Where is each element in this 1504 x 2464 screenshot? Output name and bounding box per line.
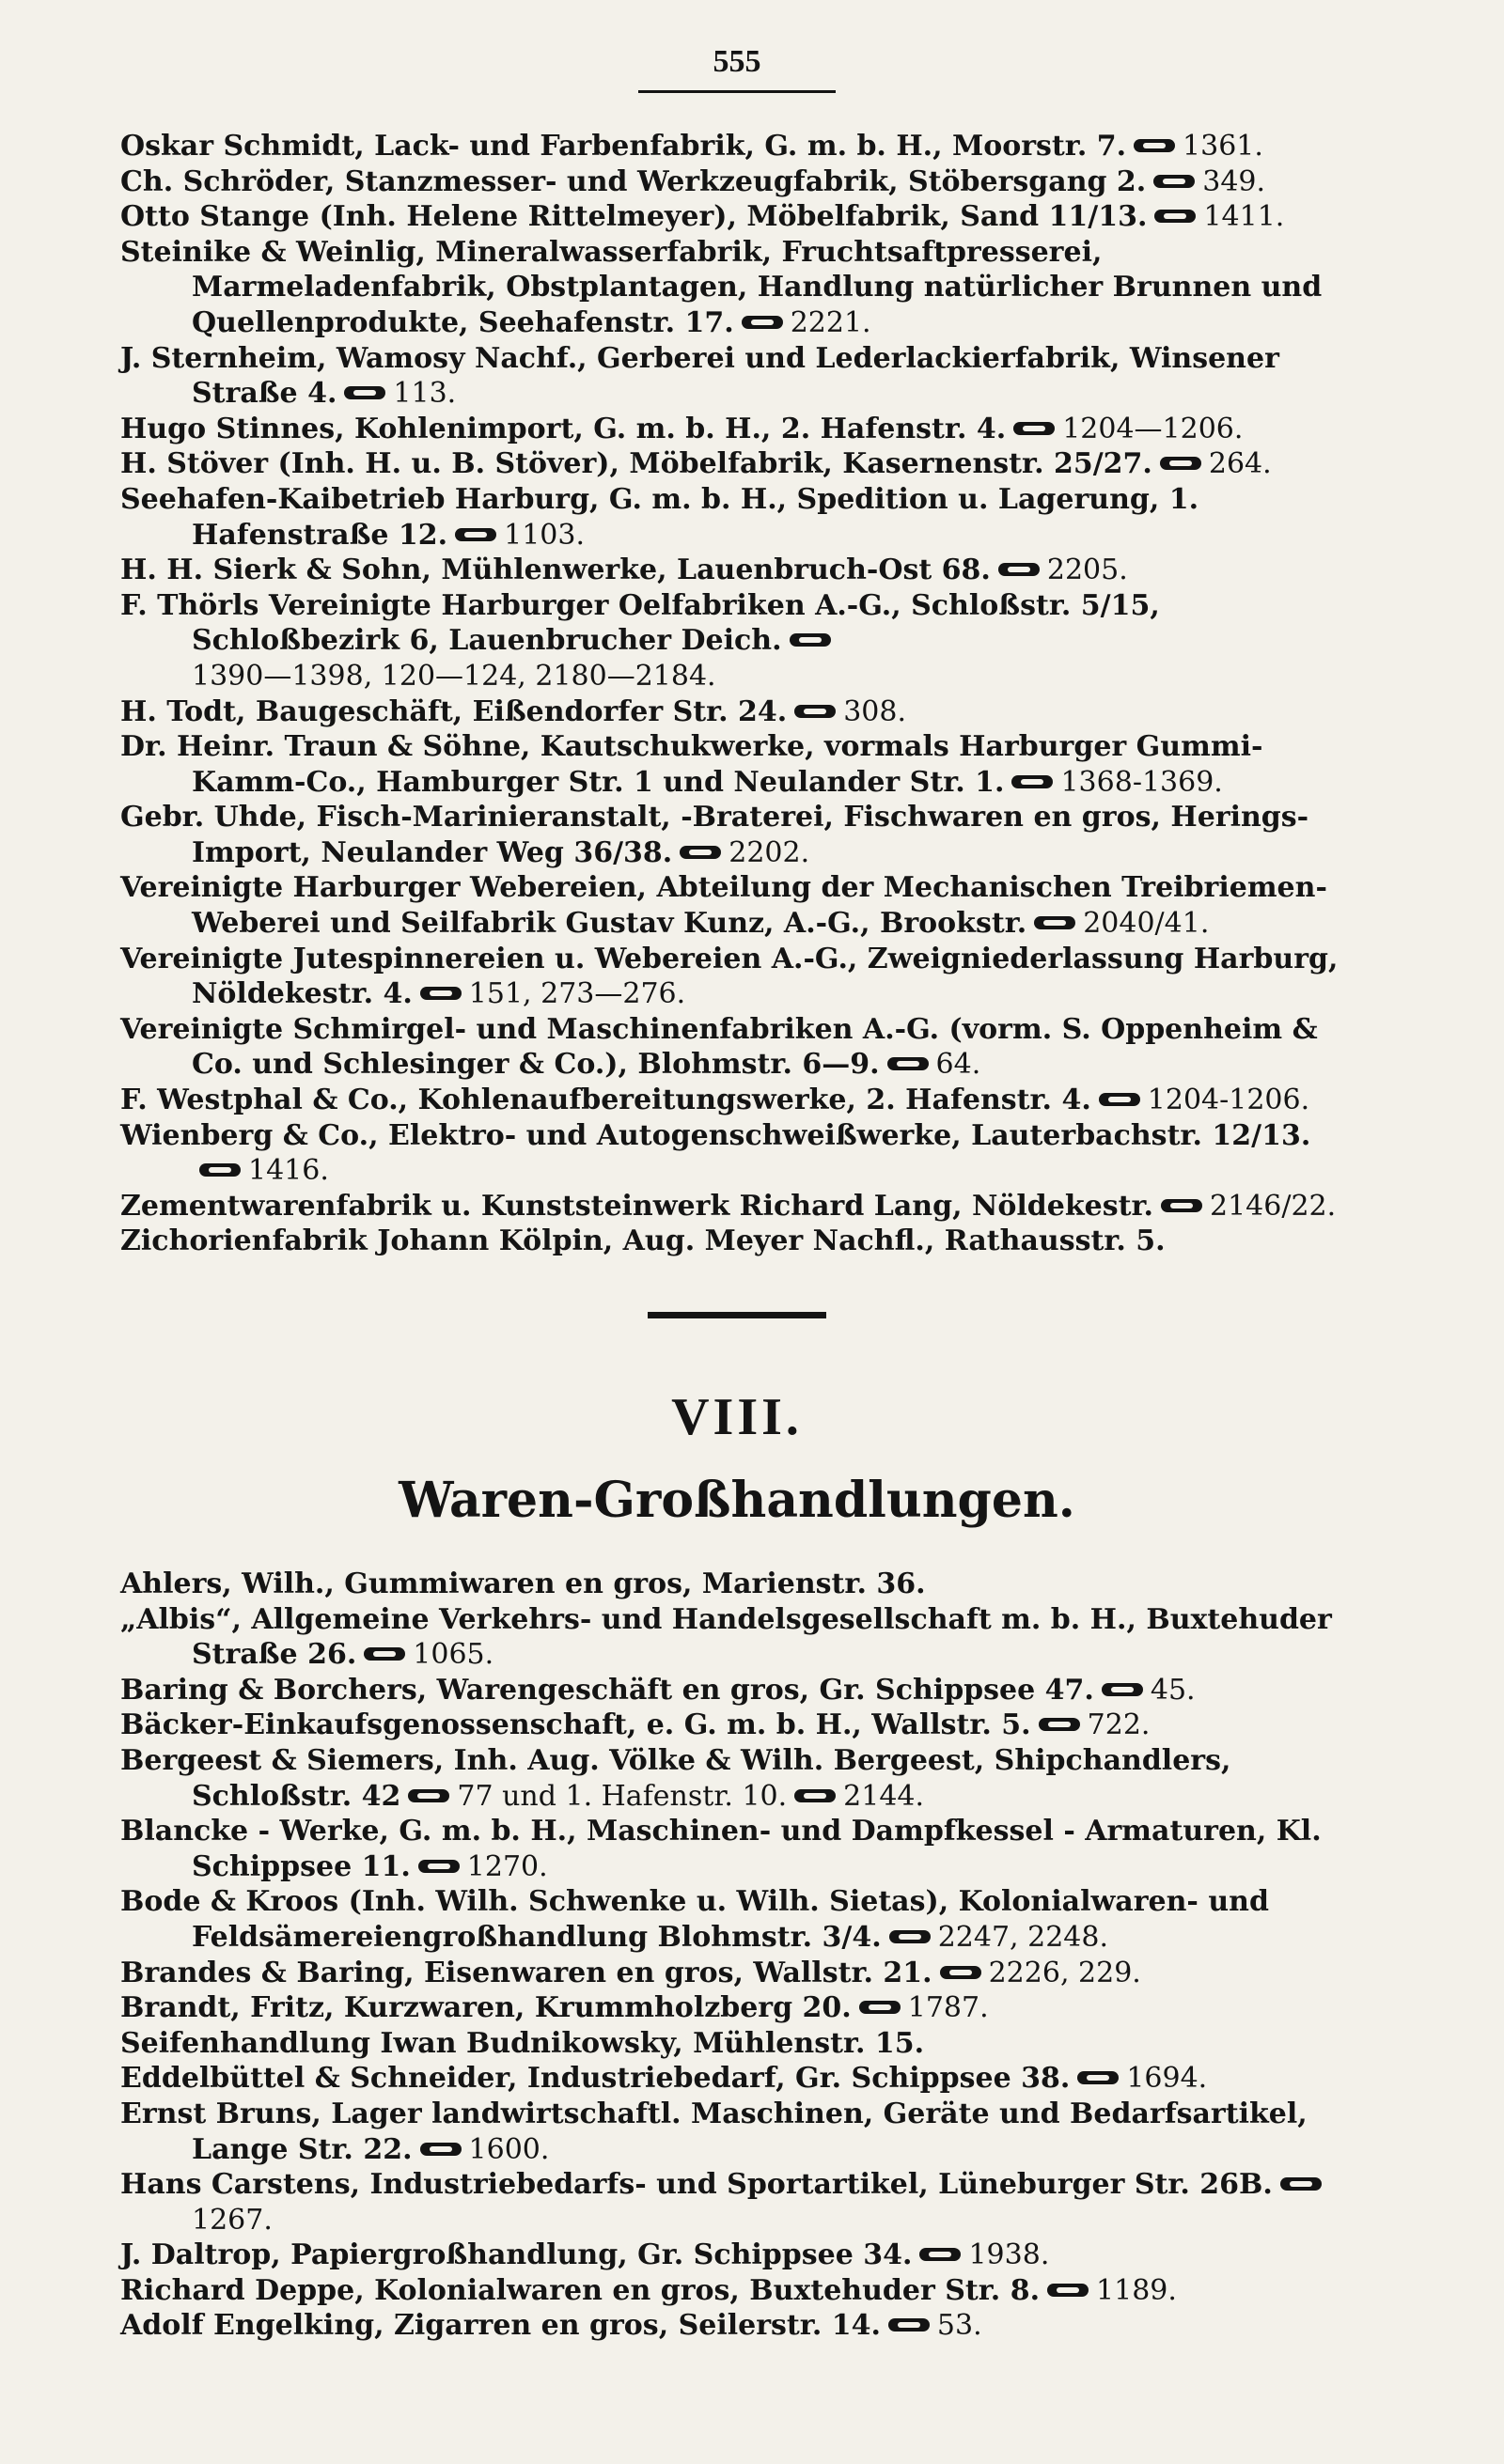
page-number: 555: [713, 44, 761, 79]
directory-entry: [120, 1012, 1354, 1083]
telephone-number: 1204—1206.: [1062, 412, 1244, 445]
directory-entry: [120, 341, 1354, 412]
telephone-number: 1600.: [468, 2132, 550, 2166]
telephone-number: 53.: [936, 2309, 982, 2343]
telephone-number: 1103.: [504, 518, 585, 552]
entry-text: Zementwarenfabrik u. Kunststeinwerk Richard Lang, Nöldekestr.: [120, 1189, 1153, 1223]
telephone-number: 45.: [1150, 1673, 1196, 1707]
directory-entry: [120, 2273, 1354, 2309]
telephone-number: 1189.: [1096, 2273, 1177, 2307]
telephone-number: 64.: [935, 1048, 981, 1082]
entry-text: Bergeest & Siemers, Inh. Aug. Völke & Wilh. Bergeest, Shipchandlers, Schloßstr. 42: [120, 1743, 1231, 1813]
telephone-number: 722.: [1087, 1708, 1151, 1742]
telephone-icon: [1099, 1091, 1140, 1108]
section-number: VIII.: [671, 1388, 803, 1446]
telephone-number: 2221.: [790, 305, 871, 339]
entry-text: Vereinigte Harburger Webereien, Abteilung der Mechanischen Treibriemen-Weberei und Seilfabrik Gustav Kunz, A.-G., Brookstr.: [120, 871, 1327, 941]
telephone-number: 1270.: [466, 1849, 548, 1883]
directory-entry: [120, 588, 1354, 694]
telephone-number: 2247, 2248.: [937, 1920, 1108, 1954]
entry-text: J. Sternheim, Wamosy Nachf., Gerberei und Lederlackierfabrik, Winsener Straße 4.: [120, 341, 1279, 411]
entry-text: Brandt, Fritz, Kurzwaren, Krummholzberg 20.: [120, 1991, 852, 2025]
directory-entry: [120, 1224, 1354, 1259]
directory-entry: [120, 1743, 1354, 1814]
directory-entry: [120, 1118, 1354, 1189]
telephone-icon: [418, 1858, 460, 1875]
entry-text: H. H. Sierk & Sohn, Mühlenwerke, Lauenbruch-Ost 68.: [120, 554, 991, 587]
telephone-icon: [998, 561, 1040, 578]
directory-entry: [120, 942, 1354, 1012]
directory-entry: [120, 729, 1354, 800]
telephone-icon: [888, 2316, 930, 2333]
section-title: Waren-Großhandlungen.: [399, 1472, 1075, 1529]
telephone-number: 2202.: [728, 835, 810, 869]
telephone-number: 1368-1369.: [1060, 765, 1223, 799]
telephone-icon: [1034, 914, 1075, 931]
telephone-icon: [1154, 208, 1196, 225]
entry-text: Steinike & Weinlig, Mineralwasserfabrik, Fruchtsaftpresserei, Marmeladenfabrik, Obstplantagen, Handlung natürlicher Brunnen und Quellenprodukte, Seehafenstr. 17.: [120, 235, 1323, 339]
telephone-number: 1361.: [1183, 130, 1263, 163]
entry-text: Zichorienfabrik Johann Kölpin, Aug. Meyer Nachfl., Rathausstr. 5.: [120, 1224, 1166, 1258]
directory-entry: [120, 1602, 1354, 1673]
entry-text: Seehafen-Kaibetrieb Harburg, G. m. b. H., Spedition u. Lagerung, 1. Hafenstraße 12.: [120, 482, 1199, 552]
telephone-icon: [742, 314, 783, 331]
entry-text: F. Westphal & Co., Kohlenaufbereitungswerke, 2. Hafenstr. 4.: [120, 1084, 1091, 1117]
entry-text: „Albis“, Allgemeine Verkehrs- und Handelsgesellschaft m. b. H., Buxtehuder Straße 26.: [120, 1602, 1332, 1672]
directory-entry: [120, 1990, 1354, 2026]
entry-text: F. Thörls Vereinigte Harburger Oelfabriken A.-G., Schloßstr. 5/15, Schloßbezirk 6, Lauenbrucher Deich.: [120, 588, 1160, 658]
entry-text: Ahlers, Wilh., Gummiwaren en gros, Marienstr. 36.: [120, 1567, 926, 1600]
entry-text: Eddelbüttel & Schneider, Industriebedarf, Gr. Schippsee 38.: [120, 2062, 1071, 2096]
section-divider: [648, 1312, 826, 1318]
entry-text: Ch. Schröder, Stanzmesser- und Werkzeugfabrik, Stöbersgang 2.: [120, 164, 1147, 198]
directory-entry: [120, 482, 1354, 553]
entry-text: Otto Stange (Inh. Helene Rittelmeyer), Möbelfabrik, Sand 11/13.: [120, 200, 1148, 234]
directory-entry: [120, 199, 1354, 235]
entry-text: H. Todt, Baugeschäft, Eißendorfer Str. 24.: [120, 694, 788, 728]
directory-entry: [120, 129, 1354, 164]
entry-text: Adolf Engelking, Zigarren en gros, Seilerstr. 14.: [120, 2309, 881, 2343]
telephone-icon: [1102, 1681, 1143, 1698]
entry-text: H. Stöver (Inh. H. u. B. Stöver), Möbelfabrik, Kasernenstr. 25/27.: [120, 447, 1152, 481]
telephone-icon: [1280, 2175, 1322, 2192]
telephone-icon: [199, 1162, 241, 1178]
directory-entry: [120, 164, 1354, 200]
telephone-icon: [1047, 2282, 1089, 2299]
directory-entry: [120, 235, 1354, 341]
entry-text: Vereinigte Schmirgel- und Maschinenfabriken A.-G. (vorm. S. Oppenheim & Co. und Schlesinger & Co.), Blohmstr. 6—9.: [120, 1012, 1318, 1082]
entry-text: Baring & Borchers, Warengeschäft en gros, Gr. Schippsee 47.: [120, 1673, 1094, 1707]
entry-text: Wienberg & Co., Elektro- und Autogenschweißwerke, Lauterbachstr. 12/13.: [120, 1118, 1311, 1152]
business-listing-section-2: [120, 1567, 1354, 2344]
telephone-icon: [1077, 2069, 1119, 2086]
directory-entry: [120, 1708, 1354, 1743]
telephone-number: 2146/22.: [1209, 1189, 1337, 1223]
telephone-icon: [420, 985, 462, 1002]
directory-entry: [120, 2061, 1354, 2097]
telephone-number: 77 und 1. Hafenstr. 10.: [457, 1779, 788, 1813]
telephone-number: 1787.: [907, 1991, 989, 2025]
telephone-number: 2205.: [1046, 554, 1128, 587]
telephone-icon: [794, 1787, 836, 1804]
telephone-number: 308.: [843, 694, 907, 728]
entry-text: J. Daltrop, Papiergroßhandlung, Gr. Schippsee 34.: [120, 2238, 913, 2272]
telephone-icon: [1039, 1716, 1080, 1733]
directory-entry: [120, 1814, 1354, 1884]
telephone-number: 2226, 229.: [988, 1956, 1141, 1989]
telephone-number: 1411.: [1203, 200, 1285, 234]
directory-entry: [120, 1189, 1354, 1224]
directory-entry: [120, 446, 1354, 482]
directory-entry: [120, 412, 1354, 447]
telephone-icon: [408, 1787, 449, 1804]
telephone-icon: [1134, 137, 1175, 154]
telephone-icon: [1153, 173, 1195, 190]
telephone-icon: [364, 1645, 405, 1662]
telephone-icon: [1161, 1197, 1202, 1214]
entry-text: Blancke - Werke, G. m. b. H., Maschinen- und Dampfkessel - Armaturen, Kl. Schippsee 11.: [120, 1815, 1322, 1883]
telephone-icon: [859, 1999, 901, 2016]
entry-text: Bäcker-Einkaufsgenossenschaft, e. G. m. b. H., Wallstr. 5.: [120, 1708, 1031, 1742]
telephone-icon: [940, 1964, 981, 1981]
telephone-number: 349.: [1202, 164, 1266, 198]
telephone-number: 151, 273—276.: [468, 977, 686, 1011]
directory-entry: [120, 553, 1354, 588]
directory-entry: [120, 870, 1354, 941]
directory-entry: [120, 1673, 1354, 1708]
entry-text: Ernst Bruns, Lager landwirtschaftl. Maschinen, Geräte und Bedarfsartikel, Lange Str. 22.: [120, 2097, 1308, 2166]
telephone-icon: [790, 632, 831, 648]
telephone-icon: [889, 1928, 931, 1945]
telephone-number: 1938.: [968, 2238, 1050, 2272]
telephone-icon: [887, 1055, 929, 1072]
telephone-number: 1416.: [248, 1154, 329, 1188]
telephone-icon: [680, 844, 721, 861]
entry-text: Brandes & Baring, Eisenwaren en gros, Wallstr. 21.: [120, 1956, 932, 1989]
directory-entry: [120, 1567, 1354, 1602]
telephone-number: 1694.: [1126, 2062, 1208, 2096]
entry-text: Gebr. Uhde, Fisch-Marinieranstalt, -Braterei, Fischwaren en gros, Herings-Import, Neulander Weg 36/38.: [120, 801, 1309, 869]
directory-entry: [120, 2167, 1354, 2238]
entry-text: Hugo Stinnes, Kohlenimport, G. m. b. H., 2. Hafenstr. 4.: [120, 412, 1007, 445]
telephone-icon: [1011, 773, 1053, 790]
entry-text: Bode & Kroos (Inh. Wilh. Schwenke u. Wilh. Sietas), Kolonialwaren- und Feldsämereiengroßhandlung Blohmstr. 3/4.: [120, 1885, 1269, 1954]
telephone-icon: [344, 384, 385, 401]
entry-text: Seifenhandlung Iwan Budnikowsky, Mühlenstr. 15.: [120, 2026, 925, 2060]
telephone-number: 1390—1398, 120—124, 2180—2184.: [192, 659, 716, 693]
telephone-number: 1065.: [413, 1638, 494, 1672]
telephone-icon: [794, 703, 836, 720]
telephone-number: 2040/41.: [1083, 907, 1210, 941]
entry-text: Dr. Heinr. Traun & Söhne, Kautschukwerke, vormals Harburger Gummi-Kamm-Co., Hamburger Str. 1 und Neulander Str. 1.: [120, 730, 1263, 799]
telephone-icon: [420, 2141, 462, 2158]
telephone-icon: [1013, 420, 1055, 437]
telephone-number: 113.: [393, 377, 457, 411]
directory-entry: [120, 1956, 1354, 1991]
telephone-icon: [919, 2246, 961, 2263]
telephone-number: 1267.: [192, 2203, 273, 2237]
telephone-number: 2144.: [843, 1779, 925, 1813]
directory-entry: [120, 2238, 1354, 2273]
directory-entry: [120, 694, 1354, 730]
telephone-icon: [455, 526, 496, 543]
directory-entry: [120, 2308, 1354, 2344]
header-rule: [638, 90, 836, 93]
entry-text: Richard Deppe, Kolonialwaren en gros, Buxtehuder Str. 8.: [120, 2273, 1041, 2307]
business-listing-section-1: [120, 129, 1354, 1259]
telephone-number: 1204-1206.: [1147, 1084, 1310, 1117]
directory-entry: [120, 2026, 1354, 2062]
directory-entry: [120, 1083, 1354, 1118]
entry-text: Vereinigte Jutespinnereien u. Webereien A.-G., Zweigniederlassung Harburg, Nöldekestr. 4.: [120, 942, 1339, 1011]
directory-entry: [120, 2097, 1354, 2167]
telephone-icon: [1160, 455, 1201, 472]
directory-entry: [120, 800, 1354, 870]
telephone-number: 264.: [1208, 447, 1272, 481]
entry-text: Oskar Schmidt, Lack- und Farbenfabrik, G. m. b. H., Moorstr. 7.: [120, 130, 1127, 163]
directory-entry: [120, 1884, 1354, 1955]
entry-text: Hans Carstens, Industriebedarfs- und Sportartikel, Lüneburger Str. 26B.: [120, 2168, 1273, 2202]
